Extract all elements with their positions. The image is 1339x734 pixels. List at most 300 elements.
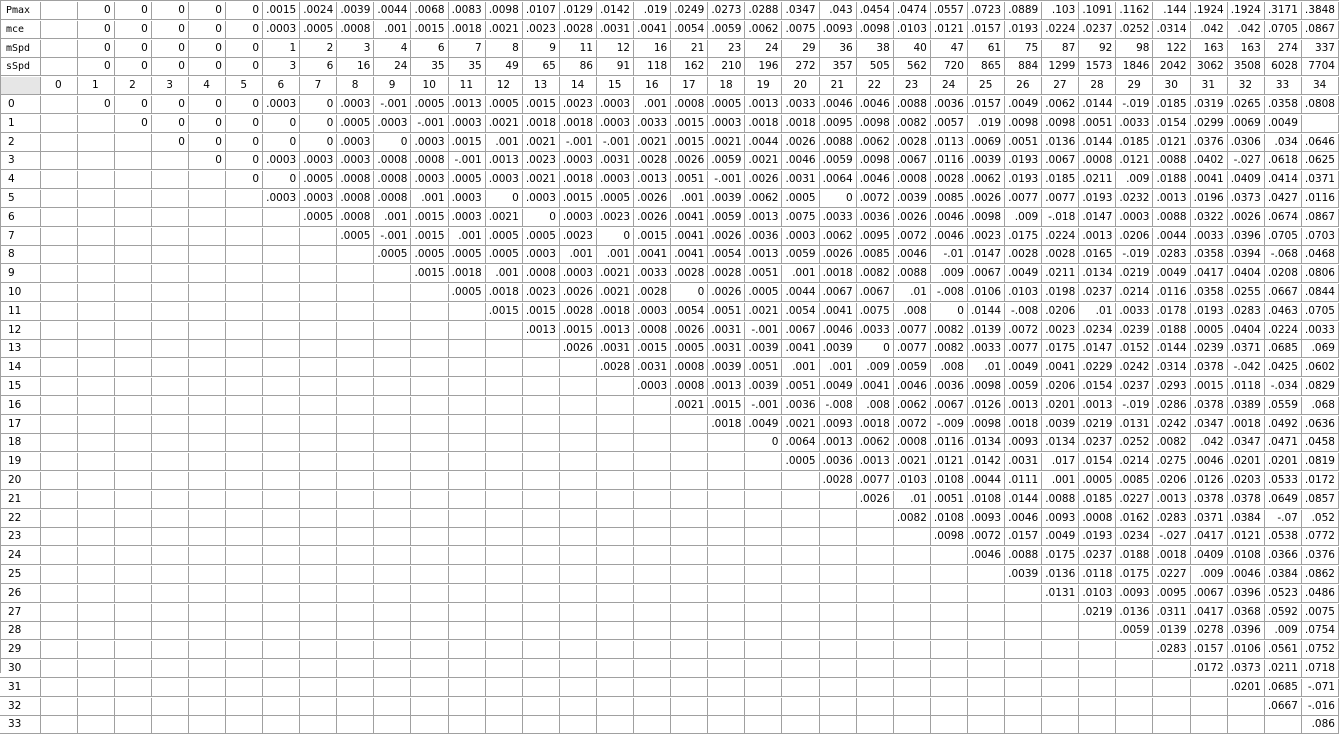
data-cell[interactable]: -.001 <box>559 134 597 152</box>
data-cell[interactable] <box>151 566 189 584</box>
data-cell[interactable]: .0013 <box>448 96 486 114</box>
data-cell[interactable]: .0015 <box>485 303 523 321</box>
data-cell[interactable]: .0358 <box>1190 246 1228 264</box>
data-cell[interactable]: .0005 <box>448 171 486 189</box>
data-cell[interactable] <box>596 397 634 415</box>
data-cell[interactable] <box>745 528 783 546</box>
data-cell[interactable]: 0 <box>114 96 152 114</box>
data-cell[interactable] <box>77 284 115 302</box>
data-cell[interactable]: .0113 <box>930 134 968 152</box>
summary-cell[interactable]: .0018 <box>448 21 486 39</box>
data-cell[interactable] <box>745 453 783 471</box>
data-cell[interactable]: .0237 <box>1079 434 1117 452</box>
summary-cell[interactable] <box>40 58 78 76</box>
data-cell[interactable]: .0754 <box>1301 622 1339 640</box>
data-cell[interactable]: .0023 <box>522 152 560 170</box>
data-cell[interactable] <box>337 340 375 358</box>
data-cell[interactable]: .0376 <box>1301 547 1339 565</box>
data-cell[interactable] <box>745 660 783 678</box>
data-cell[interactable] <box>930 716 968 734</box>
row-header[interactable]: 31 <box>0 679 41 697</box>
summary-cell[interactable]: 29 <box>782 40 820 58</box>
data-cell[interactable] <box>448 716 486 734</box>
data-cell[interactable]: .0026 <box>708 284 746 302</box>
data-cell[interactable] <box>114 528 152 546</box>
data-cell[interactable]: .0098 <box>930 528 968 546</box>
summary-cell[interactable]: 0 <box>77 40 115 58</box>
data-cell[interactable]: .0054 <box>782 303 820 321</box>
data-cell[interactable]: .0142 <box>967 453 1005 471</box>
data-cell[interactable] <box>485 359 523 377</box>
data-cell[interactable]: .0075 <box>782 209 820 227</box>
data-cell[interactable]: .0059 <box>708 152 746 170</box>
data-cell[interactable]: .0008 <box>337 190 375 208</box>
row-header[interactable]: 32 <box>0 698 41 716</box>
data-cell[interactable]: .0188 <box>1153 171 1191 189</box>
data-cell[interactable]: .0234 <box>1116 528 1154 546</box>
data-cell[interactable] <box>300 566 338 584</box>
data-cell[interactable] <box>40 604 78 622</box>
data-cell[interactable]: .0404 <box>1227 322 1265 340</box>
data-cell[interactable] <box>448 434 486 452</box>
data-cell[interactable] <box>225 698 263 716</box>
data-cell[interactable] <box>411 698 449 716</box>
data-cell[interactable] <box>77 416 115 434</box>
data-cell[interactable] <box>40 585 78 603</box>
data-cell[interactable]: .0468 <box>1301 246 1339 264</box>
data-cell[interactable] <box>930 566 968 584</box>
data-cell[interactable]: .001 <box>782 359 820 377</box>
data-cell[interactable] <box>188 397 226 415</box>
summary-cell[interactable]: .144 <box>1153 2 1191 20</box>
data-cell[interactable] <box>448 397 486 415</box>
data-cell[interactable]: .0003 <box>448 190 486 208</box>
summary-cell[interactable]: 0 <box>225 58 263 76</box>
data-cell[interactable]: -.068 <box>1264 246 1302 264</box>
data-cell[interactable]: .0008 <box>1079 510 1117 528</box>
data-cell[interactable] <box>559 622 597 640</box>
data-cell[interactable]: .0051 <box>708 303 746 321</box>
data-cell[interactable] <box>522 622 560 640</box>
data-cell[interactable] <box>151 228 189 246</box>
data-cell[interactable]: 0 <box>263 171 301 189</box>
summary-cell[interactable]: 0 <box>77 58 115 76</box>
data-cell[interactable] <box>930 547 968 565</box>
data-cell[interactable]: .0041 <box>1190 171 1228 189</box>
data-cell[interactable]: .0211 <box>1079 171 1117 189</box>
data-cell[interactable] <box>448 604 486 622</box>
data-cell[interactable] <box>819 698 857 716</box>
data-cell[interactable]: -.001 <box>708 171 746 189</box>
data-cell[interactable]: .0015 <box>634 228 672 246</box>
data-cell[interactable] <box>559 453 597 471</box>
data-cell[interactable] <box>77 566 115 584</box>
column-header[interactable]: 6 <box>263 77 301 95</box>
data-cell[interactable]: .0046 <box>856 171 894 189</box>
data-cell[interactable]: .0018 <box>448 265 486 283</box>
data-cell[interactable]: .0054 <box>708 246 746 264</box>
data-cell[interactable]: 0 <box>485 190 523 208</box>
data-cell[interactable] <box>77 453 115 471</box>
data-cell[interactable] <box>151 322 189 340</box>
data-cell[interactable] <box>930 679 968 697</box>
data-cell[interactable]: .0193 <box>1005 171 1043 189</box>
data-cell[interactable]: .0005 <box>411 96 449 114</box>
data-cell[interactable] <box>374 378 412 396</box>
column-header[interactable]: 17 <box>671 77 709 95</box>
column-header[interactable]: 13 <box>522 77 560 95</box>
data-cell[interactable]: .0018 <box>708 416 746 434</box>
data-cell[interactable]: -.001 <box>745 397 783 415</box>
data-cell[interactable] <box>77 434 115 452</box>
data-cell[interactable] <box>114 716 152 734</box>
data-cell[interactable]: .0003 <box>337 134 375 152</box>
data-cell[interactable] <box>596 453 634 471</box>
data-cell[interactable] <box>522 340 560 358</box>
data-cell[interactable] <box>225 660 263 678</box>
data-cell[interactable] <box>263 585 301 603</box>
data-cell[interactable]: 0 <box>671 284 709 302</box>
data-cell[interactable] <box>1190 716 1228 734</box>
summary-cell[interactable]: 1299 <box>1042 58 1080 76</box>
row-header[interactable]: 0 <box>0 96 41 114</box>
data-cell[interactable]: .0214 <box>1116 453 1154 471</box>
data-cell[interactable]: .0322 <box>1190 209 1228 227</box>
data-cell[interactable]: .0046 <box>1227 566 1265 584</box>
summary-cell[interactable]: 86 <box>559 58 597 76</box>
data-cell[interactable] <box>263 698 301 716</box>
row-header[interactable]: 17 <box>0 416 41 434</box>
data-cell[interactable] <box>485 660 523 678</box>
data-cell[interactable] <box>337 566 375 584</box>
data-cell[interactable]: .0371 <box>1227 340 1265 358</box>
data-cell[interactable]: .0036 <box>856 209 894 227</box>
data-cell[interactable]: .0358 <box>1264 96 1302 114</box>
data-cell[interactable] <box>448 585 486 603</box>
data-cell[interactable] <box>782 510 820 528</box>
data-cell[interactable] <box>151 152 189 170</box>
data-cell[interactable]: .0116 <box>930 434 968 452</box>
data-cell[interactable]: .0396 <box>1227 228 1265 246</box>
data-cell[interactable]: .0082 <box>930 340 968 358</box>
data-cell[interactable] <box>782 679 820 697</box>
data-cell[interactable]: .0417 <box>1190 604 1228 622</box>
data-cell[interactable]: .0028 <box>708 265 746 283</box>
data-cell[interactable]: .0005 <box>485 228 523 246</box>
data-cell[interactable] <box>634 453 672 471</box>
data-cell[interactable]: .0005 <box>300 171 338 189</box>
data-cell[interactable]: .0018 <box>596 303 634 321</box>
data-cell[interactable] <box>708 604 746 622</box>
data-cell[interactable]: .0003 <box>596 115 634 133</box>
data-cell[interactable] <box>411 585 449 603</box>
data-cell[interactable]: .0121 <box>1153 134 1191 152</box>
data-cell[interactable] <box>1042 698 1080 716</box>
data-cell[interactable]: .0067 <box>893 152 931 170</box>
data-cell[interactable] <box>40 359 78 377</box>
summary-cell[interactable]: .042 <box>1227 21 1265 39</box>
data-cell[interactable]: .0201 <box>1227 679 1265 697</box>
data-cell[interactable] <box>40 322 78 340</box>
data-cell[interactable] <box>485 472 523 490</box>
data-cell[interactable]: .0134 <box>1079 265 1117 283</box>
data-cell[interactable]: .0154 <box>1079 453 1117 471</box>
summary-cell[interactable]: .0474 <box>893 2 931 20</box>
data-cell[interactable]: .0206 <box>1042 378 1080 396</box>
data-cell[interactable]: .0471 <box>1264 434 1302 452</box>
data-cell[interactable]: .0033 <box>856 322 894 340</box>
data-cell[interactable] <box>225 284 263 302</box>
data-cell[interactable] <box>263 434 301 452</box>
data-cell[interactable]: .0088 <box>1042 491 1080 509</box>
data-cell[interactable]: .0005 <box>1079 472 1117 490</box>
data-cell[interactable]: .0371 <box>1190 510 1228 528</box>
data-cell[interactable]: .0018 <box>485 284 523 302</box>
data-cell[interactable]: .008 <box>856 397 894 415</box>
data-cell[interactable]: .0384 <box>1264 566 1302 584</box>
data-cell[interactable] <box>411 547 449 565</box>
summary-cell[interactable]: 0 <box>225 21 263 39</box>
data-cell[interactable]: .0026 <box>671 322 709 340</box>
data-cell[interactable] <box>559 716 597 734</box>
data-cell[interactable]: -.071 <box>1301 679 1339 697</box>
summary-cell[interactable]: 0 <box>151 2 189 20</box>
data-cell[interactable] <box>40 472 78 490</box>
data-cell[interactable]: .0013 <box>856 453 894 471</box>
data-cell[interactable]: .0098 <box>1005 115 1043 133</box>
data-cell[interactable] <box>151 510 189 528</box>
data-cell[interactable]: .0036 <box>782 397 820 415</box>
data-cell[interactable] <box>411 510 449 528</box>
summary-cell[interactable]: .0083 <box>448 2 486 20</box>
data-cell[interactable] <box>448 303 486 321</box>
data-cell[interactable]: .0044 <box>745 134 783 152</box>
data-cell[interactable]: .0003 <box>337 96 375 114</box>
data-cell[interactable]: .0003 <box>337 152 375 170</box>
data-cell[interactable]: .0003 <box>1116 209 1154 227</box>
data-cell[interactable] <box>967 622 1005 640</box>
row-header[interactable]: 6 <box>0 209 41 227</box>
data-cell[interactable] <box>559 510 597 528</box>
summary-cell[interactable]: 0 <box>77 2 115 20</box>
data-cell[interactable]: .0224 <box>1042 228 1080 246</box>
data-cell[interactable] <box>40 679 78 697</box>
data-cell[interactable] <box>300 322 338 340</box>
data-cell[interactable] <box>77 152 115 170</box>
data-cell[interactable]: .0003 <box>411 134 449 152</box>
data-cell[interactable] <box>77 585 115 603</box>
data-cell[interactable]: .0093 <box>1042 510 1080 528</box>
data-cell[interactable]: .0373 <box>1227 190 1265 208</box>
data-cell[interactable] <box>114 660 152 678</box>
data-cell[interactable] <box>114 434 152 452</box>
data-cell[interactable]: .0095 <box>856 228 894 246</box>
data-cell[interactable]: .0021 <box>634 134 672 152</box>
data-cell[interactable]: 0 <box>114 115 152 133</box>
data-cell[interactable] <box>596 641 634 659</box>
data-cell[interactable]: .0003 <box>263 152 301 170</box>
data-cell[interactable] <box>225 453 263 471</box>
data-cell[interactable]: .0538 <box>1264 528 1302 546</box>
data-cell[interactable] <box>559 434 597 452</box>
data-cell[interactable] <box>634 528 672 546</box>
data-cell[interactable] <box>967 566 1005 584</box>
data-cell[interactable]: .0018 <box>745 115 783 133</box>
data-cell[interactable]: .0041 <box>671 246 709 264</box>
data-cell[interactable] <box>225 397 263 415</box>
data-cell[interactable] <box>485 322 523 340</box>
summary-cell[interactable]: .0054 <box>671 21 709 39</box>
data-cell[interactable]: .0067 <box>1042 152 1080 170</box>
column-header[interactable]: 26 <box>1005 77 1043 95</box>
data-cell[interactable] <box>300 547 338 565</box>
data-cell[interactable] <box>225 679 263 697</box>
data-cell[interactable] <box>188 510 226 528</box>
row-header[interactable]: 1 <box>0 115 41 133</box>
data-cell[interactable] <box>708 566 746 584</box>
data-cell[interactable]: .0088 <box>893 96 931 114</box>
data-cell[interactable] <box>522 359 560 377</box>
data-cell[interactable] <box>559 528 597 546</box>
summary-cell[interactable]: .0557 <box>930 2 968 20</box>
data-cell[interactable] <box>151 434 189 452</box>
data-cell[interactable] <box>411 378 449 396</box>
data-cell[interactable]: .0059 <box>819 152 857 170</box>
data-cell[interactable]: .0106 <box>1227 641 1265 659</box>
data-cell[interactable] <box>188 472 226 490</box>
data-cell[interactable] <box>634 510 672 528</box>
data-cell[interactable] <box>300 434 338 452</box>
data-cell[interactable] <box>559 566 597 584</box>
data-cell[interactable]: .0211 <box>1042 265 1080 283</box>
data-cell[interactable]: .0015 <box>522 96 560 114</box>
data-cell[interactable]: .0175 <box>1042 340 1080 358</box>
data-cell[interactable] <box>225 716 263 734</box>
data-cell[interactable]: .0311 <box>1153 604 1191 622</box>
data-cell[interactable] <box>596 622 634 640</box>
data-cell[interactable]: .0013 <box>745 246 783 264</box>
data-cell[interactable] <box>708 679 746 697</box>
data-cell[interactable] <box>225 585 263 603</box>
data-cell[interactable] <box>225 641 263 659</box>
corner-cell[interactable] <box>0 77 41 95</box>
data-cell[interactable]: .0185 <box>1079 491 1117 509</box>
data-cell[interactable]: .0049 <box>1153 265 1191 283</box>
data-cell[interactable]: .0193 <box>1079 190 1117 208</box>
data-cell[interactable]: .0005 <box>485 246 523 264</box>
data-cell[interactable] <box>708 660 746 678</box>
data-cell[interactable]: 0 <box>596 228 634 246</box>
data-cell[interactable]: .001 <box>485 265 523 283</box>
data-cell[interactable] <box>40 491 78 509</box>
data-cell[interactable] <box>634 604 672 622</box>
data-cell[interactable]: .0021 <box>522 134 560 152</box>
data-cell[interactable] <box>782 491 820 509</box>
data-cell[interactable] <box>225 604 263 622</box>
data-cell[interactable] <box>374 322 412 340</box>
data-cell[interactable] <box>819 641 857 659</box>
data-cell[interactable]: .0152 <box>1116 340 1154 358</box>
data-cell[interactable]: 0 <box>188 96 226 114</box>
data-cell[interactable] <box>819 660 857 678</box>
data-cell[interactable]: .0602 <box>1301 359 1339 377</box>
data-cell[interactable] <box>188 604 226 622</box>
data-cell[interactable] <box>40 716 78 734</box>
data-cell[interactable]: .0036 <box>930 378 968 396</box>
data-cell[interactable]: .0095 <box>1153 585 1191 603</box>
data-cell[interactable]: .0003 <box>782 228 820 246</box>
data-cell[interactable] <box>671 547 709 565</box>
summary-cell[interactable]: 87 <box>1042 40 1080 58</box>
data-cell[interactable] <box>374 510 412 528</box>
data-cell[interactable]: .0026 <box>856 491 894 509</box>
data-cell[interactable]: .0018 <box>1227 416 1265 434</box>
data-cell[interactable] <box>40 246 78 264</box>
data-cell[interactable]: .0033 <box>782 96 820 114</box>
data-cell[interactable] <box>930 622 968 640</box>
data-cell[interactable] <box>300 716 338 734</box>
column-header[interactable]: 19 <box>745 77 783 95</box>
data-cell[interactable] <box>708 528 746 546</box>
column-header[interactable]: 24 <box>930 77 968 95</box>
data-cell[interactable] <box>151 585 189 603</box>
summary-cell[interactable]: 49 <box>485 58 523 76</box>
data-cell[interactable] <box>596 716 634 734</box>
data-cell[interactable]: -.027 <box>1153 528 1191 546</box>
column-header[interactable]: 23 <box>893 77 931 95</box>
data-cell[interactable]: .0703 <box>1301 228 1339 246</box>
data-cell[interactable]: .0283 <box>1153 246 1191 264</box>
row-header[interactable]: 21 <box>0 491 41 509</box>
summary-cell[interactable]: 720 <box>930 58 968 76</box>
data-cell[interactable]: .0008 <box>374 152 412 170</box>
data-cell[interactable]: .0026 <box>819 246 857 264</box>
data-cell[interactable]: .0172 <box>1190 660 1228 678</box>
data-cell[interactable] <box>1042 604 1080 622</box>
summary-cell[interactable]: 35 <box>448 58 486 76</box>
data-cell[interactable] <box>263 228 301 246</box>
row-header[interactable]: 10 <box>0 284 41 302</box>
data-cell[interactable] <box>745 698 783 716</box>
data-cell[interactable]: .0618 <box>1264 152 1302 170</box>
data-cell[interactable] <box>114 378 152 396</box>
data-cell[interactable]: .0023 <box>967 228 1005 246</box>
data-cell[interactable]: .0033 <box>634 265 672 283</box>
data-cell[interactable] <box>374 585 412 603</box>
data-cell[interactable]: .0072 <box>893 228 931 246</box>
data-cell[interactable] <box>596 698 634 716</box>
summary-cell[interactable]: .0044 <box>374 2 412 20</box>
data-cell[interactable]: .0031 <box>596 152 634 170</box>
data-cell[interactable] <box>77 547 115 565</box>
data-cell[interactable]: .001 <box>374 209 412 227</box>
data-cell[interactable] <box>1153 698 1191 716</box>
data-cell[interactable]: 0 <box>300 96 338 114</box>
summary-cell[interactable]: 35 <box>411 58 449 76</box>
data-cell[interactable] <box>1042 641 1080 659</box>
summary-cell[interactable]: 75 <box>1005 40 1043 58</box>
data-cell[interactable] <box>263 397 301 415</box>
data-cell[interactable]: .0041 <box>1042 359 1080 377</box>
data-cell[interactable] <box>522 510 560 528</box>
data-cell[interactable] <box>337 397 375 415</box>
data-cell[interactable] <box>188 340 226 358</box>
data-cell[interactable]: -.001 <box>374 96 412 114</box>
summary-cell[interactable]: .0059 <box>708 21 746 39</box>
data-cell[interactable] <box>40 265 78 283</box>
data-cell[interactable]: .0046 <box>1005 510 1043 528</box>
data-cell[interactable] <box>485 453 523 471</box>
